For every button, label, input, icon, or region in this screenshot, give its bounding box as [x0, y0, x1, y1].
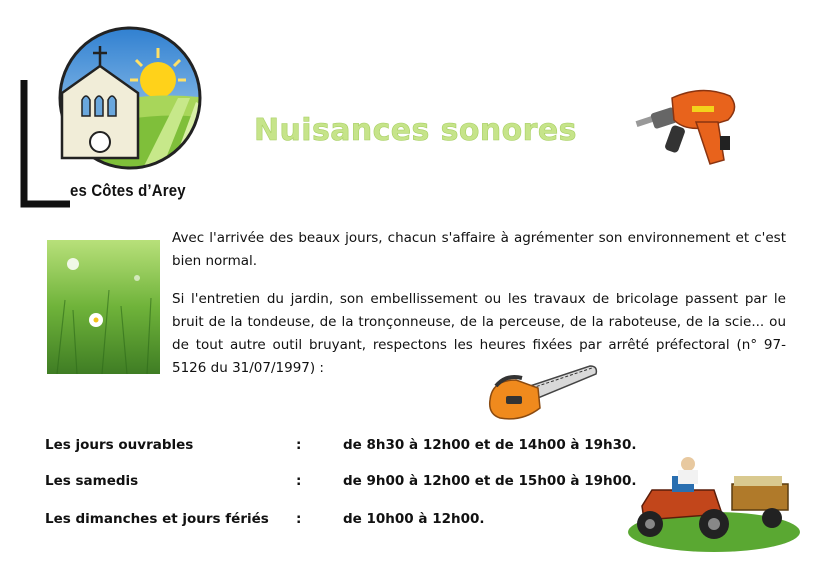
- schedule-label-saturdays: Les samedis: [45, 473, 139, 489]
- logo-text: es Côtes d’Arey: [70, 181, 186, 200]
- intro-paragraph: Avec l'arrivée des beaux jours, chacun s'affaire à agrémenter son environnement et c'est bien normal.: [172, 230, 786, 269]
- schedule-separator: :: [296, 473, 302, 489]
- page-title: Nuisances sonores: [254, 113, 577, 148]
- schedule-hours-sundays-holidays: de 10h00 à 12h00.: [343, 511, 485, 527]
- schedule-separator: :: [296, 511, 302, 527]
- rules-paragraph: Si l'entretien du jardin, son embellissement ou les travaux de bricolage passent par le bruit de la tondeuse, de la tronçonneuse, de la perceuse, de la raboteuse, de la scie... ou de tout autre outil bruyant, respectons les heures fixées par arrêté préfectoral (n° 97-5126 du 31/07/1997) :: [172, 291, 786, 376]
- schedule-hours-weekdays: de 8h30 à 12h00 et de 14h00 à 19h30.: [343, 437, 637, 453]
- drill-icon: [632, 78, 750, 170]
- chainsaw-icon: [482, 360, 600, 426]
- schedule-label-weekdays: Les jours ouvrables: [45, 437, 194, 453]
- schedule-label-sundays-holidays: Les dimanches et jours fériés: [45, 511, 269, 527]
- riding-mower-icon: [622, 454, 800, 554]
- schedule-hours-saturdays: de 9h00 à 12h00 et de 15h00 à 19h00.: [343, 473, 637, 489]
- meadow-photo: [47, 240, 160, 374]
- schedule-separator: :: [296, 437, 302, 453]
